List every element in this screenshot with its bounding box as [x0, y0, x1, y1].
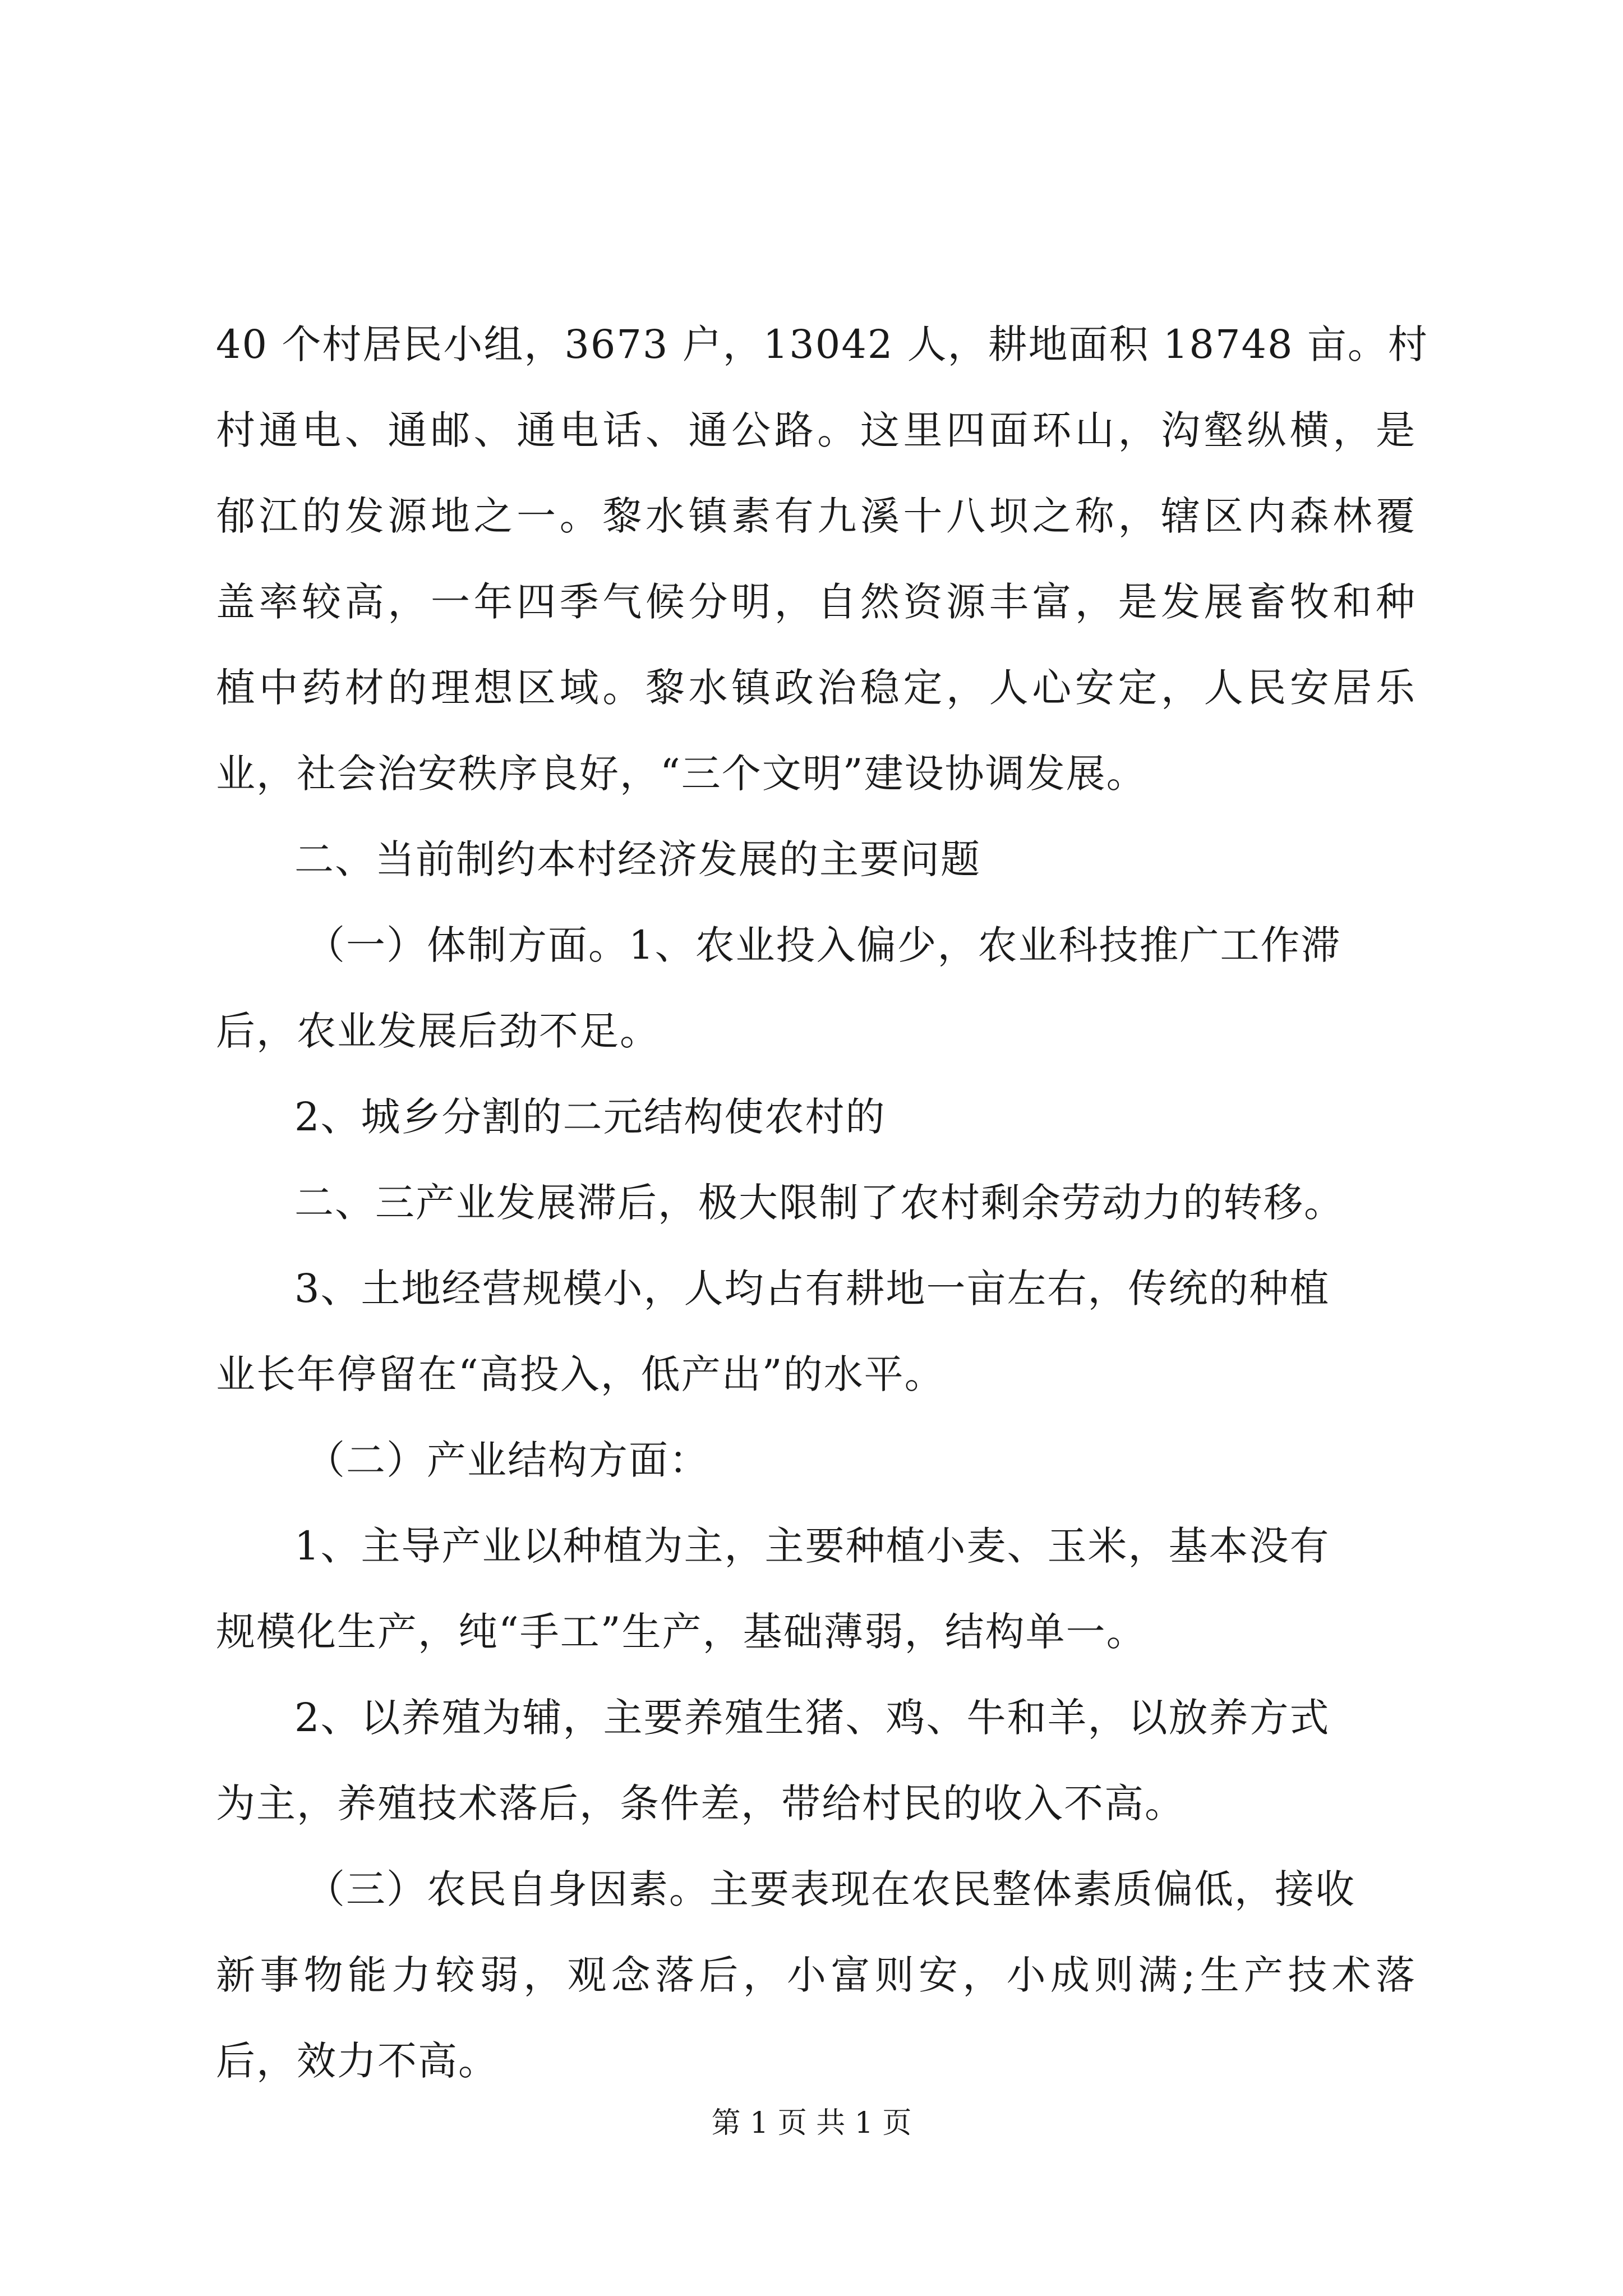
section-heading: 二、当前制约本村经济发展的主要问题 [294, 836, 981, 882]
subsection-heading: （三）农民自身因素。主要表现在农民整体素质偏低，接收 [306, 1866, 1355, 1912]
text-line: 盖率较高，一年四季气候分明，自然资源丰富，是发展畜牧和种 [216, 579, 1416, 625]
text-line: 后，效力不高。 [216, 2038, 499, 2084]
page-footer [0, 2101, 1623, 2146]
text-line: 新事物能力较弱，观念落后，小富则安，小成则满;生产技术落 [216, 1952, 1416, 1998]
text-line: 二、三产业发展滞后，极大限制了农村剩余劳动力的转移。 [294, 1180, 1344, 1226]
document-body [216, 302, 1428, 2104]
page-number-label: 第 1 页 共 1 页 [711, 2106, 912, 2140]
subsection-heading: （二）产业结构方面： [306, 1437, 709, 1483]
text-line: 业，社会治安秩序良好，“三个文明”建设协调发展。 [216, 751, 1147, 797]
subsection-heading: （一）体制方面。1、农业投入偏少，农业科技推广工作滞 [306, 922, 1341, 968]
text-line: 1、主导产业以种植为主，主要种植小麦、玉米，基本没有 [294, 1523, 1330, 1569]
text-line: 郁江的发源地之一。黎水镇素有九溪十八坝之称，辖区内森林覆 [216, 493, 1416, 539]
text-line: 规模化生产，纯“手工”生产，基础薄弱，结构单一。 [216, 1609, 1147, 1655]
text-line: 2、城乡分割的二元结构使农村的 [294, 1094, 886, 1140]
text-line: 村通电、通邮、通电话、通公路。这里四面环山，沟壑纵横，是 [216, 407, 1416, 453]
text-line: 2、以养殖为辅，主要养殖生猪、鸡、牛和羊，以放养方式 [294, 1695, 1330, 1741]
text-line: 3、土地经营规模小，人均占有耕地一亩左右，传统的种植 [294, 1266, 1330, 1312]
text-line: 业长年停留在“高投入，低产出”的水平。 [216, 1351, 945, 1397]
text-line: 后，农业发展后劲不足。 [216, 1008, 660, 1054]
text-line: 为主，养殖技术落后，条件差，带给村民的收入不高。 [216, 1780, 1185, 1826]
text-line: 植中药材的理想区域。黎水镇政治稳定，人心安定，人民安居乐 [216, 665, 1416, 711]
text-line: 40 个村居民小组，3673 户，13042 人，耕地面积 18748 亩。村 [216, 321, 1428, 367]
